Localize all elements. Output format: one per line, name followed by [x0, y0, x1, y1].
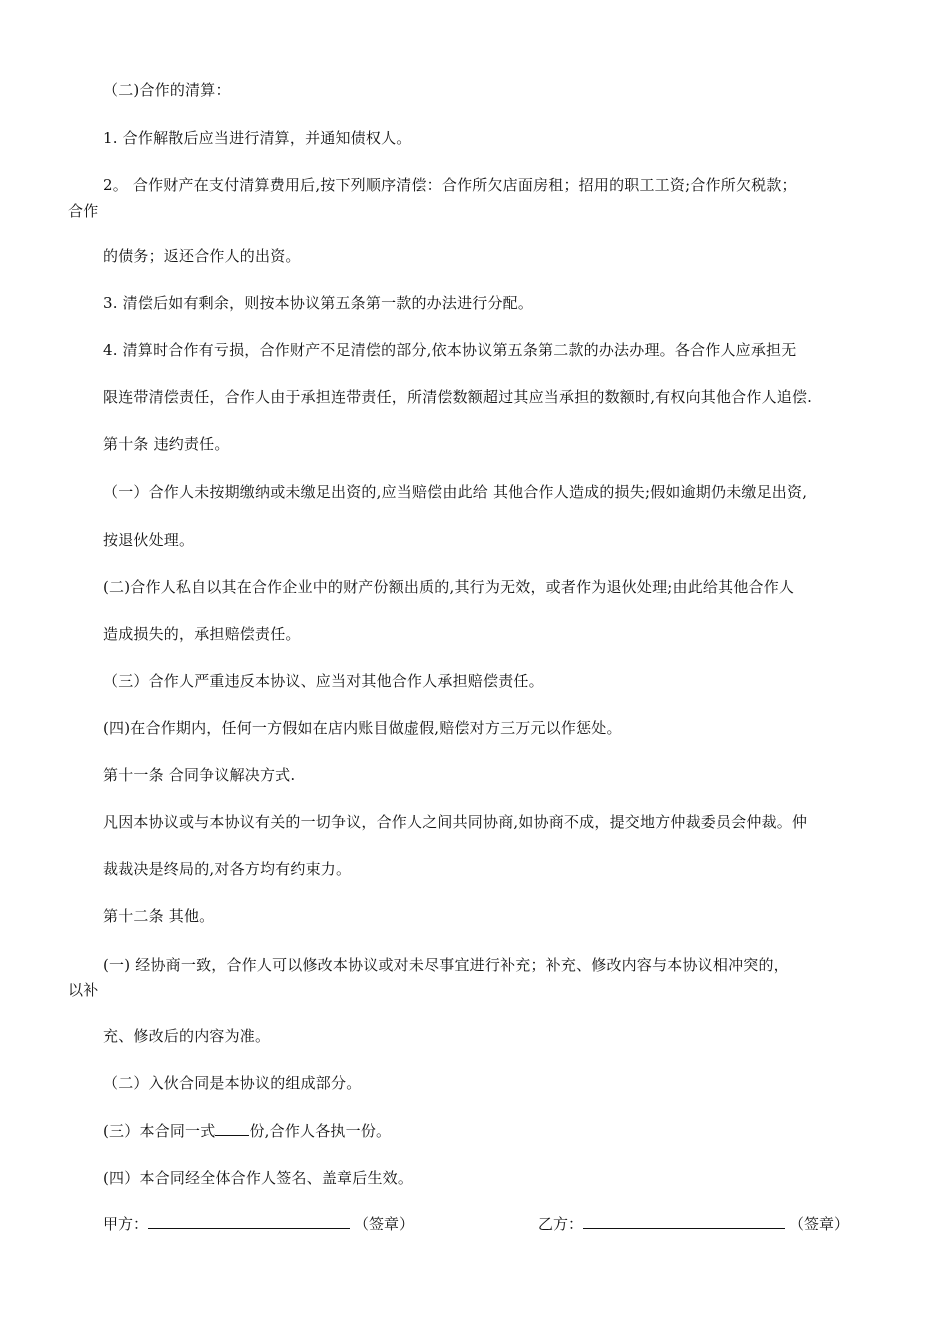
- party-a-signature-line: [148, 1214, 350, 1229]
- text-line: 裁裁决是终局的,对各方均有约束力。: [103, 860, 352, 878]
- text-line: (四)在合作期内，任何一方假如在店内账目做虚假,赔偿对方三万元以作惩处。: [103, 719, 622, 737]
- text-line: [103, 1121, 391, 1141]
- section-heading: 第十条 违约责任。: [103, 435, 230, 453]
- section-heading: 第十一条 合同争议解决方式.: [103, 766, 296, 784]
- text-line: 充、修改后的内容为准。: [103, 1027, 271, 1045]
- text-line: 2。 合作财产在支付清算费用后,按下列顺序清偿：合作所欠店面房租；招用的职工工资;合作所欠税款；: [103, 176, 797, 194]
- signature-party-a: [103, 1214, 414, 1234]
- copies-suffix: 份,合作人各执一份。: [249, 1122, 392, 1140]
- text-line: (二)合作人私自以其在合作企业中的财产份额出质的,其行为无效，或者作为退伙处理;由此给其他合作人: [103, 578, 795, 596]
- text-line: (四）本合同经全体合作人签名、盖章后生效。: [103, 1169, 414, 1187]
- text-line: (一) 经协商一致，合作人可以修改本协议或对未尽事宜进行补充；补充、修改内容与本协议相冲突的，: [103, 956, 789, 974]
- text-line: 限连带清偿责任，合作人由于承担连带责任，所清偿数额超过其应当承担的数额时,有权向其他合作人追偿.: [103, 388, 813, 406]
- party-b-label: 乙方：: [538, 1215, 584, 1233]
- text-line: 的债务；返还合作人的出资。: [103, 247, 301, 265]
- party-a-label: 甲方：: [103, 1215, 149, 1233]
- text-line: 合作: [68, 202, 99, 220]
- copies-blank: [215, 1121, 249, 1136]
- text-line: （一）合作人未按期缴纳或未缴足出资的,应当赔偿由此给 其他合作人造成的损失;假如逾期仍未缴足出资,: [103, 483, 808, 501]
- text-line: 1. 合作解散后应当进行清算，并通知债权人。: [103, 129, 412, 147]
- text-line: 凡因本协议或与本协议有关的一切争议，合作人之间共同协商,如协商不成，提交地方仲裁委员会仲裁。仲: [103, 813, 808, 831]
- party-a-seal: （签章）: [354, 1215, 415, 1233]
- text-line: 3. 清偿后如有剩余，则按本协议第五条第一款的办法进行分配。: [103, 294, 534, 312]
- party-b-signature-line: [583, 1214, 785, 1229]
- copies-prefix: (三）本合同一式: [103, 1122, 216, 1140]
- section-heading: 第十二条 其他。: [103, 907, 215, 925]
- text-line: 造成损失的，承担赔偿责任。: [103, 625, 301, 643]
- signature-party-b: [538, 1214, 849, 1234]
- text-line: （二）入伙合同是本协议的组成部分。: [103, 1074, 362, 1092]
- text-line: 4. 清算时合作有亏损，合作财产不足清偿的部分,依本协议第五条第二款的办法办理。各合作人应承担无: [103, 341, 797, 359]
- party-b-seal: （签章）: [789, 1215, 850, 1233]
- text-line: 以补: [68, 981, 99, 999]
- text-line: 按退伙处理。: [103, 531, 195, 549]
- text-line: （二)合作的清算：: [103, 81, 231, 99]
- text-line: （三）合作人严重违反本协议、应当对其他合作人承担赔偿责任。: [103, 672, 544, 690]
